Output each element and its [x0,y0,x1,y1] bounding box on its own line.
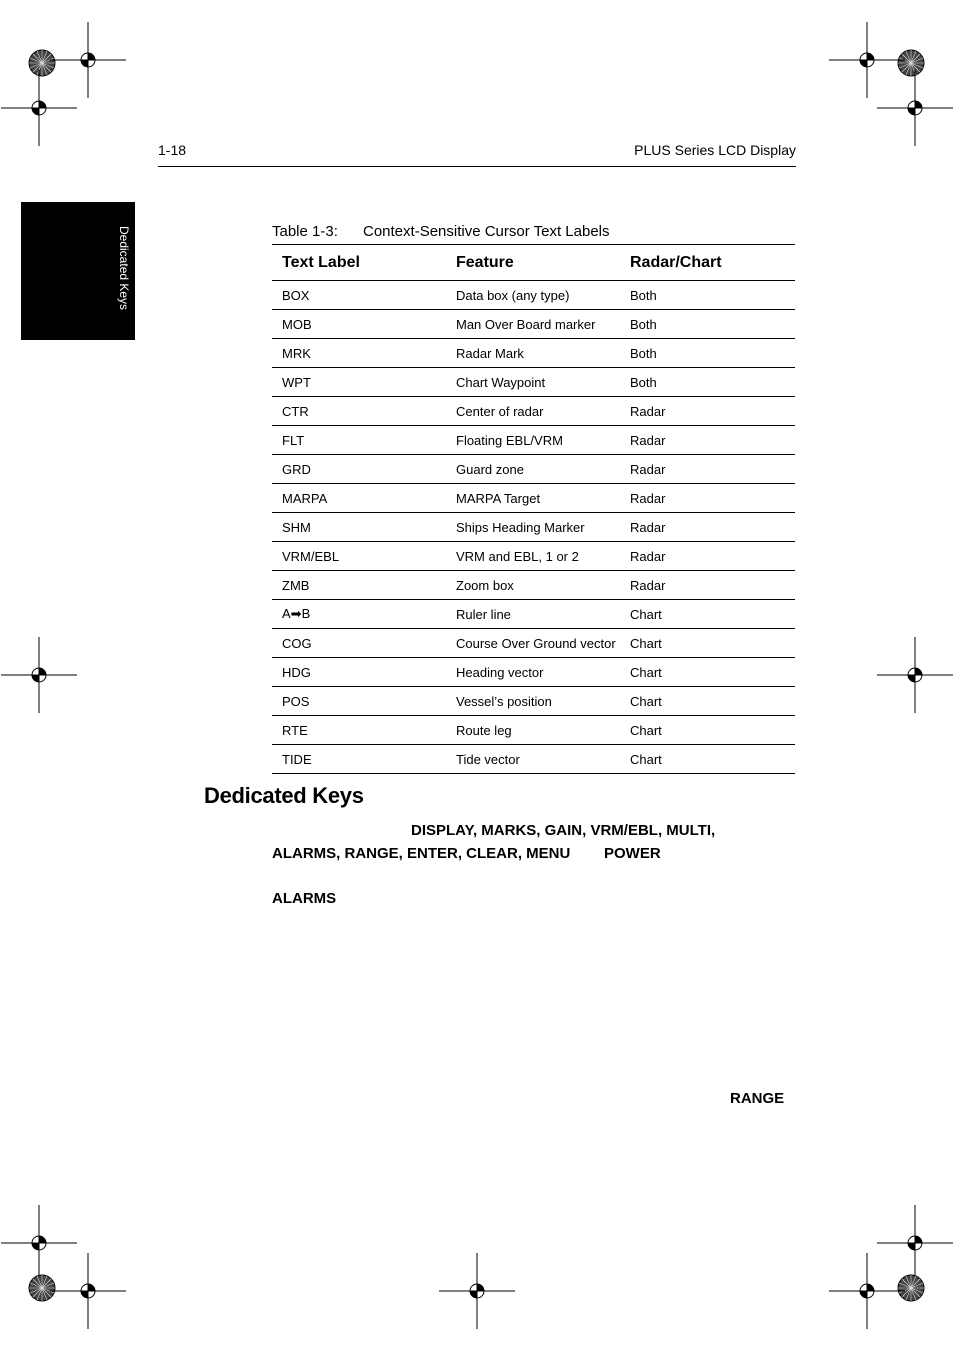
table-row [272,745,795,774]
radar-chart-cell: Chart [620,716,795,745]
radar-chart-cell: Radar [620,513,795,542]
header-rule [158,166,796,167]
registration-cross-icon [829,22,905,98]
registration-star-icon [29,50,55,76]
feature-cell: Radar Mark [446,339,620,368]
feature-cell: MARPA Target [446,484,620,513]
table-row [272,455,795,484]
feature-cell: Vessel’s position [446,687,620,716]
table-row [272,658,795,687]
feature-cell: Man Over Board marker [446,310,620,339]
radar-chart-cell: Chart [620,629,795,658]
dedicated-keys-list-line-1: DISPLAY, MARKS, GAIN, VRM/EBL, MULTI, [411,822,716,839]
page-number: 1-18 [158,142,187,158]
registration-cross-icon [877,637,953,713]
feature-cell: Route leg [446,716,620,745]
radar-chart-cell: Radar [620,397,795,426]
text-label-cell: POS [272,687,446,716]
text-label-cell: WPT [272,368,446,397]
radar-chart-cell: Radar [620,455,795,484]
radar-chart-cell: Chart [620,745,795,774]
radar-chart-cell: Radar [620,426,795,455]
table-row [272,542,795,571]
registration-cross-icon [877,70,953,146]
text-label-cell: MRK [272,339,446,368]
feature-cell: Tide vector [446,745,620,774]
registration-cross-icon [829,1253,905,1329]
table-caption [272,223,610,240]
feature-cell: Zoom box [446,571,620,600]
registration-cross-icon [439,1253,515,1329]
feature-cell: Center of radar [446,397,620,426]
text-label-cell: MARPA [272,484,446,513]
text-label-cell: FLT [272,426,446,455]
power-key-label: POWER [604,845,661,862]
text-label-cell: SHM [272,513,446,542]
registration-cross-icon [877,1205,953,1281]
feature-cell: Ships Heading Marker [446,513,620,542]
registration-cross-icon [50,1253,126,1329]
feature-cell: Heading vector [446,658,620,687]
feature-cell: Data box (any type) [446,281,620,310]
text-label-cell: HDG [272,658,446,687]
table-row [272,687,795,716]
radar-chart-cell: Radar [620,571,795,600]
radar-chart-cell: Chart [620,600,795,629]
table-row [272,281,795,310]
section-heading: Dedicated Keys [204,783,364,808]
table-row [272,339,795,368]
text-label-cell: CTR [272,397,446,426]
table-row [272,397,795,426]
radar-chart-cell: Both [620,368,795,397]
text-label-cell: TIDE [272,745,446,774]
feature-cell: Course Over Ground vector [446,629,620,658]
table-row [272,484,795,513]
radar-chart-cell: Chart [620,658,795,687]
radar-chart-cell: Both [620,310,795,339]
registration-star-icon [898,50,924,76]
text-label-cell: GRD [272,455,446,484]
table-row [272,716,795,745]
text-label-cell: BOX [272,281,446,310]
text-label-cell: MOB [272,310,446,339]
radar-chart-cell: Both [620,339,795,368]
dedicated-keys-list-line-2: ALARMS, RANGE, ENTER, CLEAR, MENU [272,845,571,862]
table-row [272,426,795,455]
registration-cross-icon [50,22,126,98]
column-header-radar-chart: Radar/Chart [620,245,795,281]
range-key-label: RANGE [730,1090,785,1107]
text-label-cell: ZMB [272,571,446,600]
table-row [272,368,795,397]
table-caption-title: Context-Sensitive Cursor Text Labels [363,223,610,240]
text-label-cell: COG [272,629,446,658]
radar-chart-cell: Both [620,281,795,310]
feature-cell: Chart Waypoint [446,368,620,397]
radar-chart-cell: Radar [620,484,795,513]
feature-cell: Ruler line [446,600,620,629]
feature-cell: Floating EBL/VRM [446,426,620,455]
side-tab-label: Dedicated Keys [117,226,131,311]
text-label-cell: RTE [272,716,446,745]
running-title: PLUS Series LCD Display [634,142,796,158]
table-row [272,513,795,542]
registration-star-icon [29,1275,55,1301]
table-row [272,571,795,600]
registration-star-icon [898,1275,924,1301]
table-row [272,600,795,629]
feature-cell: VRM and EBL, 1 or 2 [446,542,620,571]
column-header-feature: Feature [446,245,620,281]
registration-cross-icon [1,70,77,146]
radar-chart-cell: Chart [620,687,795,716]
table-row [272,629,795,658]
alarms-key-label: ALARMS [272,890,337,907]
text-label-cell: VRM/EBL [272,542,446,571]
radar-chart-cell: Radar [620,542,795,571]
table-row [272,310,795,339]
table-header-row [272,245,795,281]
registration-cross-icon [1,637,77,713]
column-header-text-label: Text Label [272,245,446,281]
table-caption-number: Table 1-3: [272,223,338,240]
feature-cell: Guard zone [446,455,620,484]
text-label-cell: A➡B [272,600,446,629]
registration-cross-icon [1,1205,77,1281]
cursor-text-labels-table [272,244,795,774]
